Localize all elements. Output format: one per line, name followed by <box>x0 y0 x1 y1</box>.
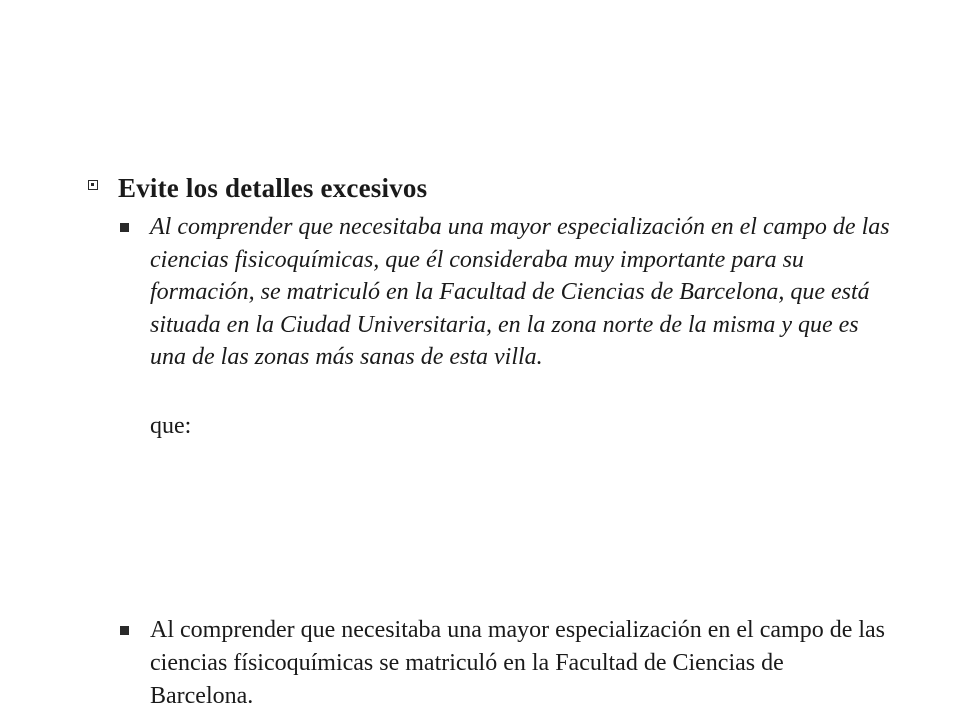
main-bullet-row <box>88 170 908 206</box>
sub-bullet-long-example <box>150 211 890 374</box>
long-example-text: Al comprender que necesitaba una mayor especialización en el campo de las ciencias fisicoquímicas, que él consideraba muy importante para su formación, se matriculó en la Facultad de Ciencias de Barcelona, que está situada en la Ciudad Universitaria, en la zona norte de la misma y que es una de las zonas más sanas de esta villa. <box>150 214 890 370</box>
connector-text: que: <box>150 413 192 439</box>
connector-line <box>150 410 890 443</box>
slide-heading: Evite los detalles excesivos <box>118 173 428 203</box>
short-example-text: Al comprender que necesitaba una mayor especialización en el campo de las ciencias físicoquímicas se matriculó en la Facultad de Ciencias de Barcelona. <box>150 616 885 709</box>
square-bullet-icon <box>88 180 98 190</box>
main-bullet <box>88 170 908 206</box>
filled-square-bullet-icon <box>120 223 129 232</box>
filled-square-bullet-icon <box>120 626 129 635</box>
sub-bullet-short-example <box>150 614 890 713</box>
